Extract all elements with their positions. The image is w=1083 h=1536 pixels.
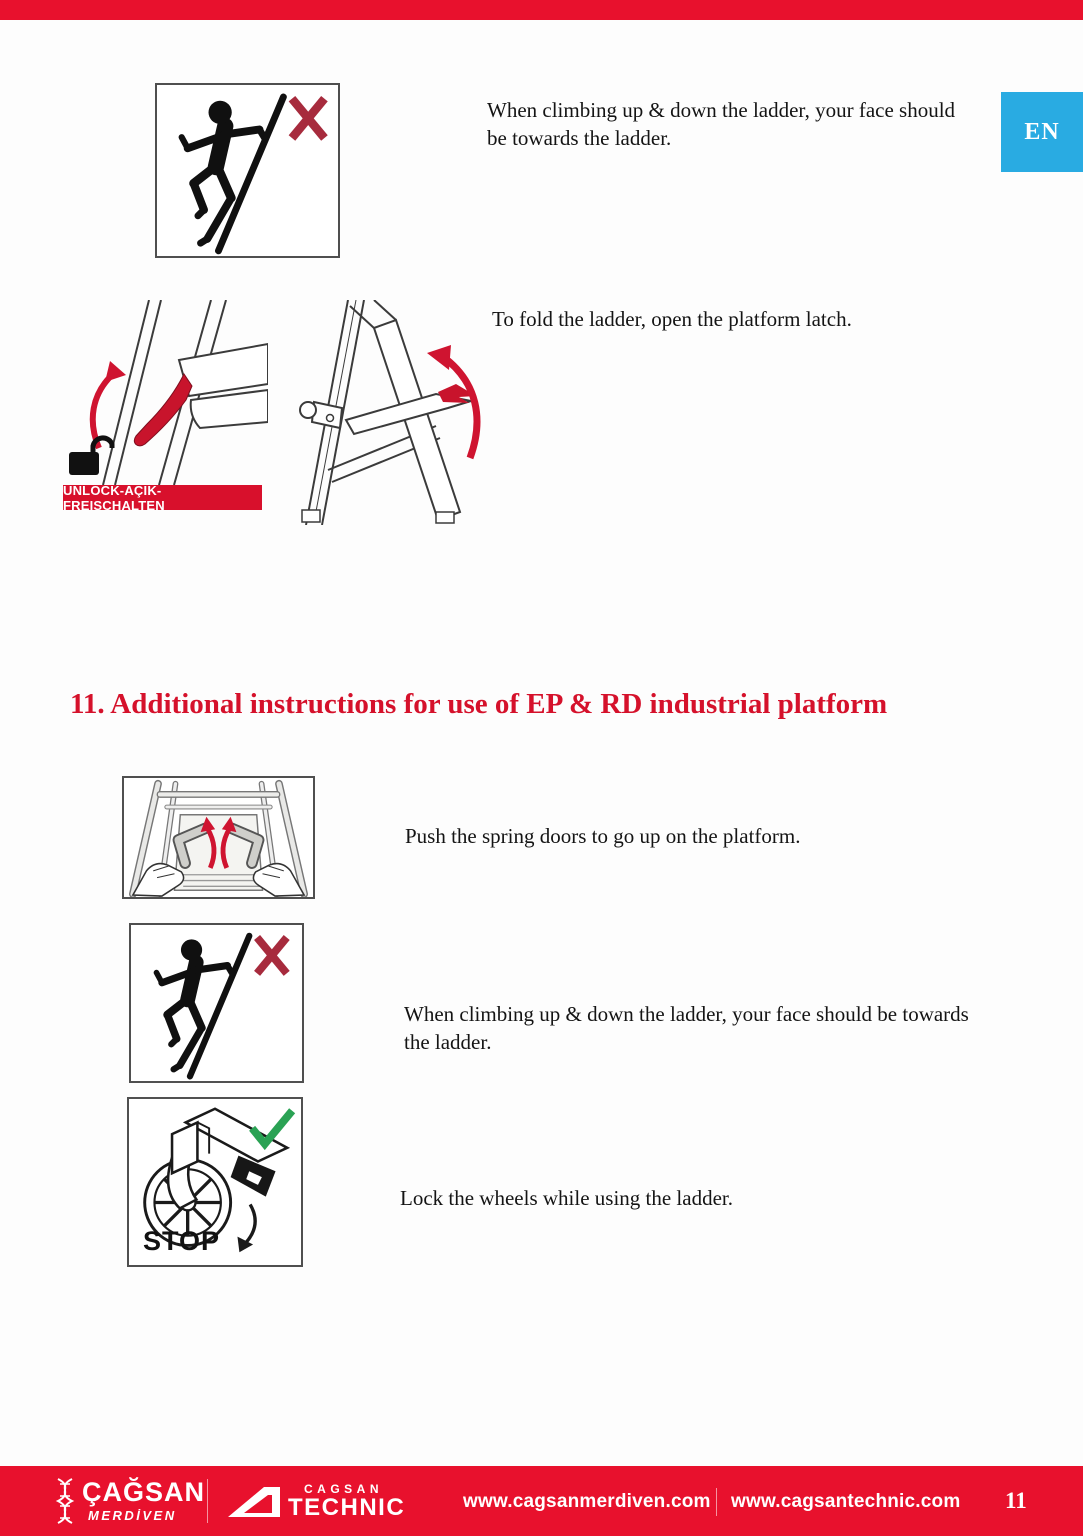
section-heading: 11. Additional instructions for use of EP & RD industrial platform	[70, 688, 888, 720]
x-mark-icon	[257, 937, 287, 973]
unlock-banner-label: UNLOCK-AÇIK-FREISCHALTEN	[63, 482, 165, 513]
language-tab-en	[1001, 92, 1083, 172]
fold-ladder-side-illustration	[288, 300, 483, 525]
stop-label: STOP	[143, 1226, 221, 1256]
brand-primary: ÇAĞSAN	[82, 1477, 206, 1507]
down-arrow-icon	[243, 1204, 255, 1245]
caption-climb-facing-2: When climbing up & down the ladder, your face should be towards the ladder.	[404, 1002, 969, 1055]
page-number: 11	[1005, 1488, 1027, 1513]
footer-divider-1	[207, 1479, 208, 1523]
unlock-banner	[63, 482, 262, 513]
top-red-bar	[0, 0, 1083, 20]
footer-url-technic[interactable]: www.cagsantechnic.com	[731, 1491, 961, 1512]
caption-wheel-lock: Lock the wheels while using the ladder.	[400, 1186, 733, 1210]
brand-secondary-bottom: TECHNIC	[288, 1494, 406, 1521]
dna-helix-icon	[54, 1477, 76, 1525]
figure-spring-doors	[122, 776, 315, 899]
spring-doors-illustration	[124, 778, 313, 897]
footer-bar	[0, 1466, 1083, 1536]
cagsan-technic-logo	[288, 1483, 405, 1520]
brand-secondary-top: CAGSAN	[304, 1482, 384, 1496]
caption-spring-doors: Push the spring doors to go up on the platform.	[405, 824, 801, 848]
cagsan-technic-logo-icon	[228, 1487, 280, 1517]
x-mark-icon	[292, 99, 324, 138]
brand-primary-sub: MERDİVEN	[88, 1508, 177, 1523]
figure-no-face-away-2	[129, 923, 304, 1083]
footer-divider-2	[716, 1488, 717, 1516]
figure-no-face-away-1	[155, 83, 340, 258]
caption-fold-ladder: To fold the ladder, open the platform latch.	[492, 307, 852, 331]
cagsan-merdiven-logo	[82, 1479, 205, 1523]
footer-url-merdiven[interactable]: www.cagsanmerdiven.com	[463, 1491, 711, 1512]
unlock-padlock-icon	[93, 438, 112, 452]
person-climbing-wrong-icon	[157, 85, 338, 256]
check-mark-icon	[252, 1111, 292, 1144]
fold-ladder-latch-illustration	[63, 300, 268, 485]
language-tab-label: EN	[1024, 118, 1060, 145]
person-climbing-wrong-icon	[131, 925, 302, 1081]
caption-climb-facing-1: When climbing up & down the ladder, your face should be towards the ladder.	[487, 98, 956, 151]
red-latch-lever	[134, 374, 192, 446]
figure-wheel-lock	[127, 1097, 303, 1267]
